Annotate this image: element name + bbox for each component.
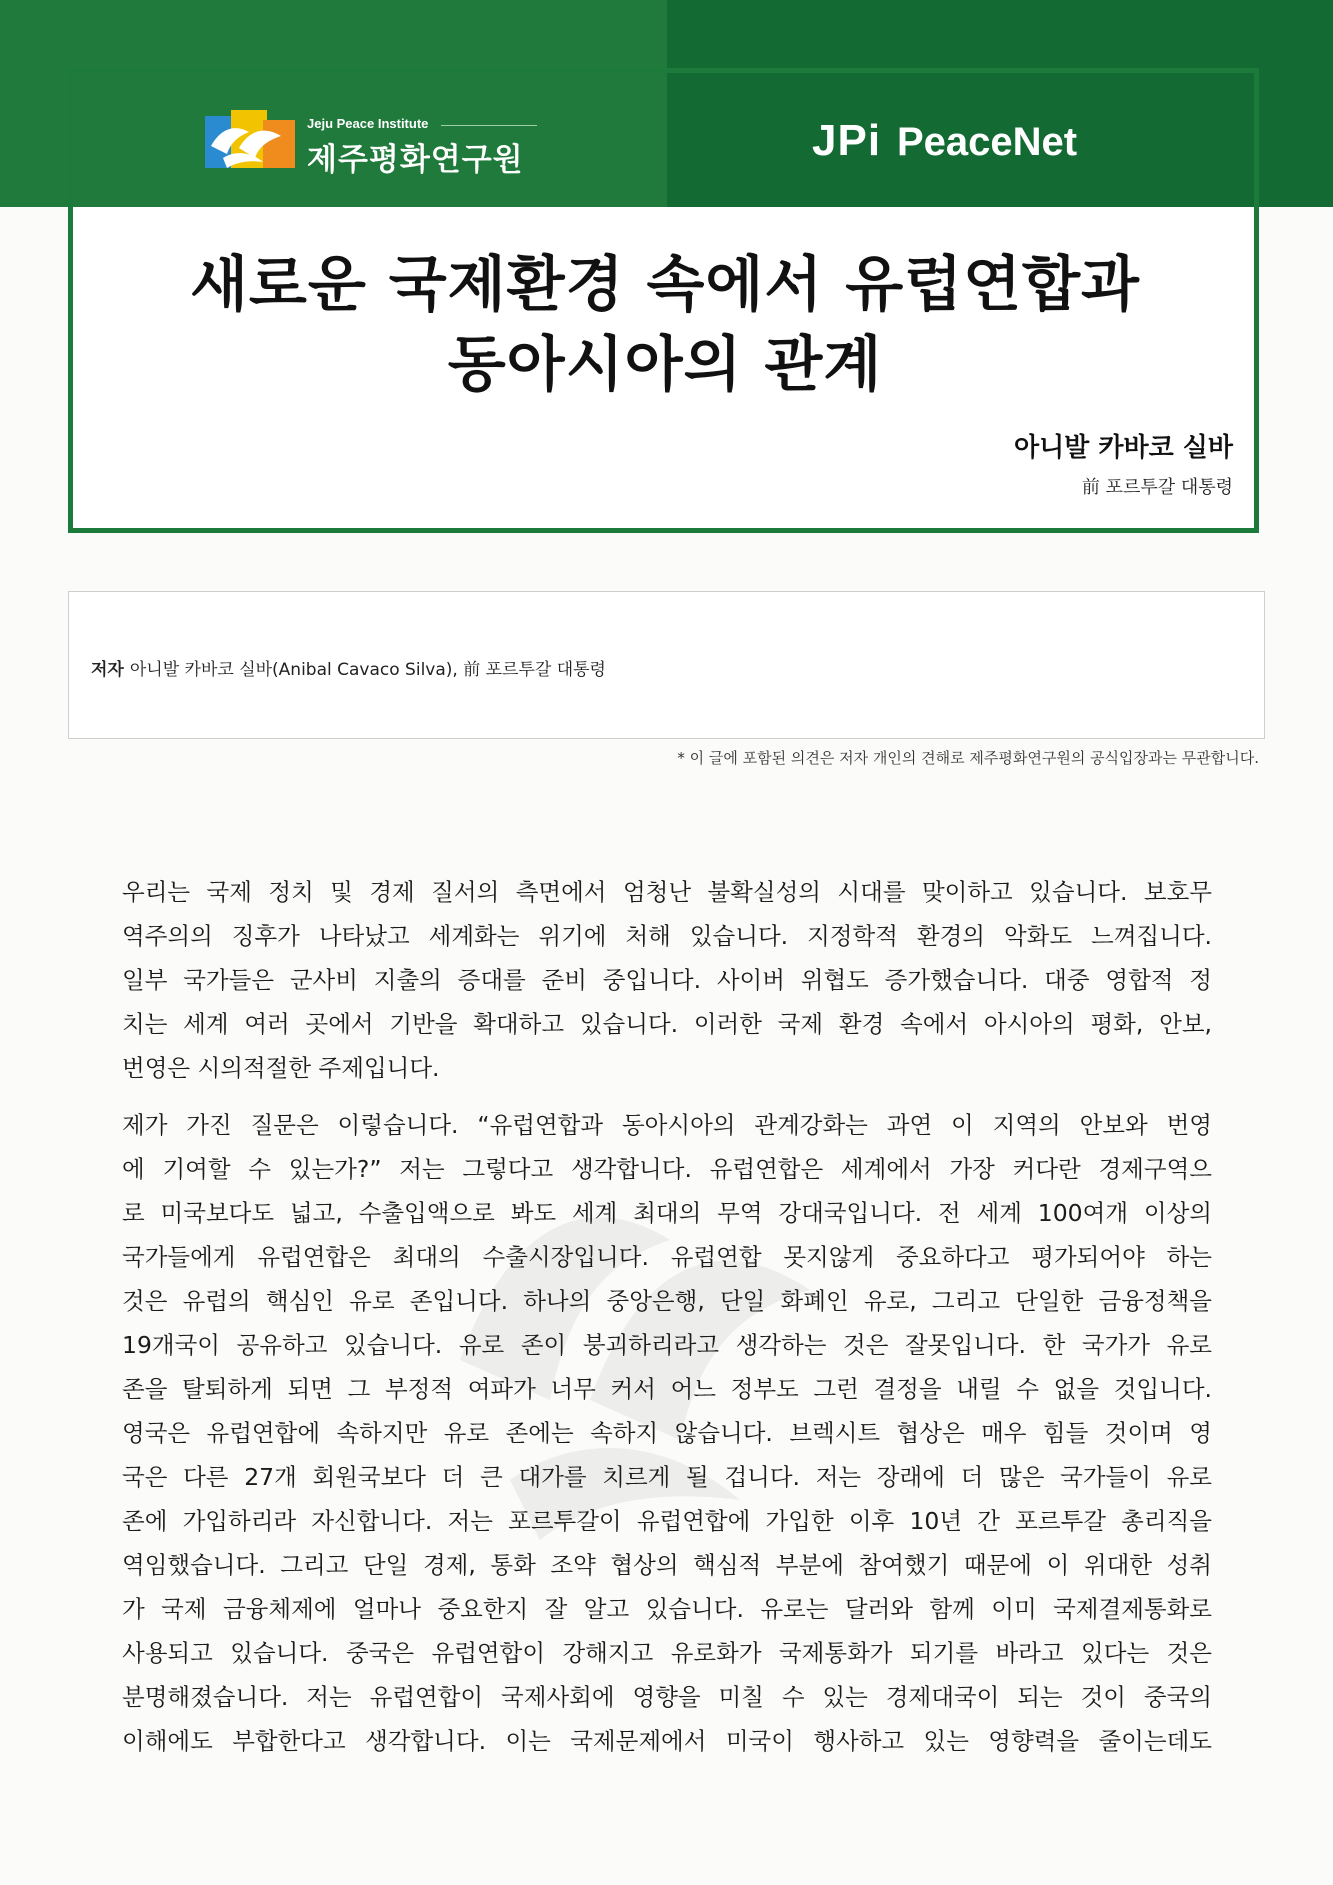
title-line-1: 새로운 국제환경 속에서 유럽연합과 bbox=[189, 250, 1141, 320]
text-line: 역주의의 징후가 나타났고 세계화는 위기에 처해 있습니다. 지정학적 환경의 악화도 느껴집니다. bbox=[122, 922, 1212, 950]
peacenet-mark: JPi bbox=[812, 116, 882, 165]
text-line: 우리는 국제 정치 및 경제 질서의 측면에서 엄청난 불확실성의 시대를 맞이하고 있습니다. 보호무 bbox=[122, 878, 1212, 906]
peacenet-text: PeaceNet bbox=[897, 120, 1078, 164]
author-name: 아니발 카바코 실바 bbox=[1013, 433, 1233, 463]
institute-name-en: Jeju Peace Institute bbox=[307, 116, 429, 131]
author-info-box bbox=[68, 591, 1265, 739]
text-line: 이해에도 부합한다고 생각합니다. 이는 국제문제에서 미국이 행사하고 있는 영향력을 줄이는데도 bbox=[122, 1727, 1212, 1755]
text-line: 19개국이 공유하고 있습니다. 유로 존이 붕괴하리라고 생각하는 것은 잘못입니다. 한 국가가 유로 bbox=[122, 1331, 1212, 1359]
author-info-label: 저자 bbox=[91, 660, 124, 680]
paragraph-2 bbox=[122, 1103, 1212, 1763]
text-line: 번영은 시의적절한 주제입니다. bbox=[122, 1054, 440, 1082]
disclaimer: * 이 글에 포함된 의견은 저자 개인의 견해로 제주평화연구원의 공식입장과는 무관합니다. bbox=[677, 749, 1259, 767]
article-body bbox=[122, 870, 1212, 1776]
author-info-line bbox=[91, 655, 606, 680]
text-line: 치는 세계 여러 곳에서 기반을 확대하고 있습니다. 이러한 국제 환경 속에서 아시아의 평화, 안보, bbox=[122, 1010, 1212, 1038]
text-line: 에 기여할 수 있는가?” 저는 그렇다고 생각합니다. 유럽연합은 세계에서 가장 커다란 경제구역으 bbox=[122, 1155, 1212, 1183]
text-line: 존을 탈퇴하게 되면 그 부정적 여파가 너무 커서 어느 정부도 그런 결정을 내릴 수 없을 것입니다. bbox=[122, 1375, 1212, 1403]
author-role: 前 포르투갈 대통령 bbox=[1081, 477, 1233, 498]
text-line: 역임했습니다. 그리고 단일 경제, 통화 조약 협상의 핵심적 부분에 참여했기 때문에 이 위대한 성취 bbox=[122, 1551, 1212, 1579]
text-line: 일부 국가들은 군사비 지출의 증대를 준비 중입니다. 사이버 위협도 증가했습니다. 대중 영합적 정 bbox=[122, 966, 1212, 994]
text-line: 로 미국보다도 넓고, 수출입액으로 봐도 세계 최대의 무역 강대국입니다. 전 세계 100여개 이상의 bbox=[122, 1199, 1212, 1227]
text-line: 제가 가진 질문은 이렇습니다. “유럽연합과 동아시아의 관계강화는 과연 이 지역의 안보와 번영 bbox=[122, 1111, 1212, 1139]
institute-name-ko: 제주평화연구원 bbox=[307, 142, 524, 178]
text-line: 사용되고 있습니다. 중국은 유럽연합이 강해지고 유로화가 국제통화가 되기를 바라고 있다는 것은 bbox=[122, 1639, 1212, 1667]
text-line: 국가들에게 유럽연합은 최대의 수출시장입니다. 유럽연합 못지않게 중요하다고 평가되어야 하는 bbox=[122, 1243, 1212, 1271]
paragraph-1 bbox=[122, 870, 1212, 1090]
text-line: 존에 가입하리라 자신합니다. 저는 포르투갈이 유럽연합에 가입한 이후 10년 간 포르투갈 총리직을 bbox=[122, 1507, 1212, 1535]
jeju-peace-institute-logo bbox=[205, 108, 535, 178]
text-line: 것은 유럽의 핵심인 유로 존입니다. 하나의 중앙은행, 단일 화폐인 유로, 그리고 단일한 금융정책을 bbox=[122, 1287, 1212, 1315]
title-line-2: 동아시아의 관계 bbox=[447, 330, 883, 400]
text-line: 분명해졌습니다. 저는 유럽연합이 국제사회에 영향을 미칠 수 있는 경제대국이 되는 것이 중국의 bbox=[122, 1683, 1212, 1711]
text-line: 영국은 유럽연합에 속하지만 유로 존에는 속하지 않습니다. 브렉시트 협상은 매우 힘들 것이며 영 bbox=[122, 1419, 1212, 1447]
peacenet-logo bbox=[812, 116, 1112, 176]
text-line: 국은 다른 27개 회원국보다 더 큰 대가를 치르게 될 겁니다. 저는 장래에 더 많은 국가들이 유로 bbox=[122, 1463, 1212, 1491]
logo-divider bbox=[441, 125, 537, 126]
dove-logo-icon bbox=[205, 110, 295, 172]
page-title bbox=[100, 245, 1230, 405]
author-info-text: 아니발 카바코 실바(Anibal Cavaco Silva), 前 포르투갈 대통령 bbox=[129, 660, 606, 680]
text-line: 가 국제 금융체제에 얼마나 중요한지 잘 알고 있습니다. 유로는 달러와 함께 이미 국제결제통화로 bbox=[122, 1595, 1212, 1623]
